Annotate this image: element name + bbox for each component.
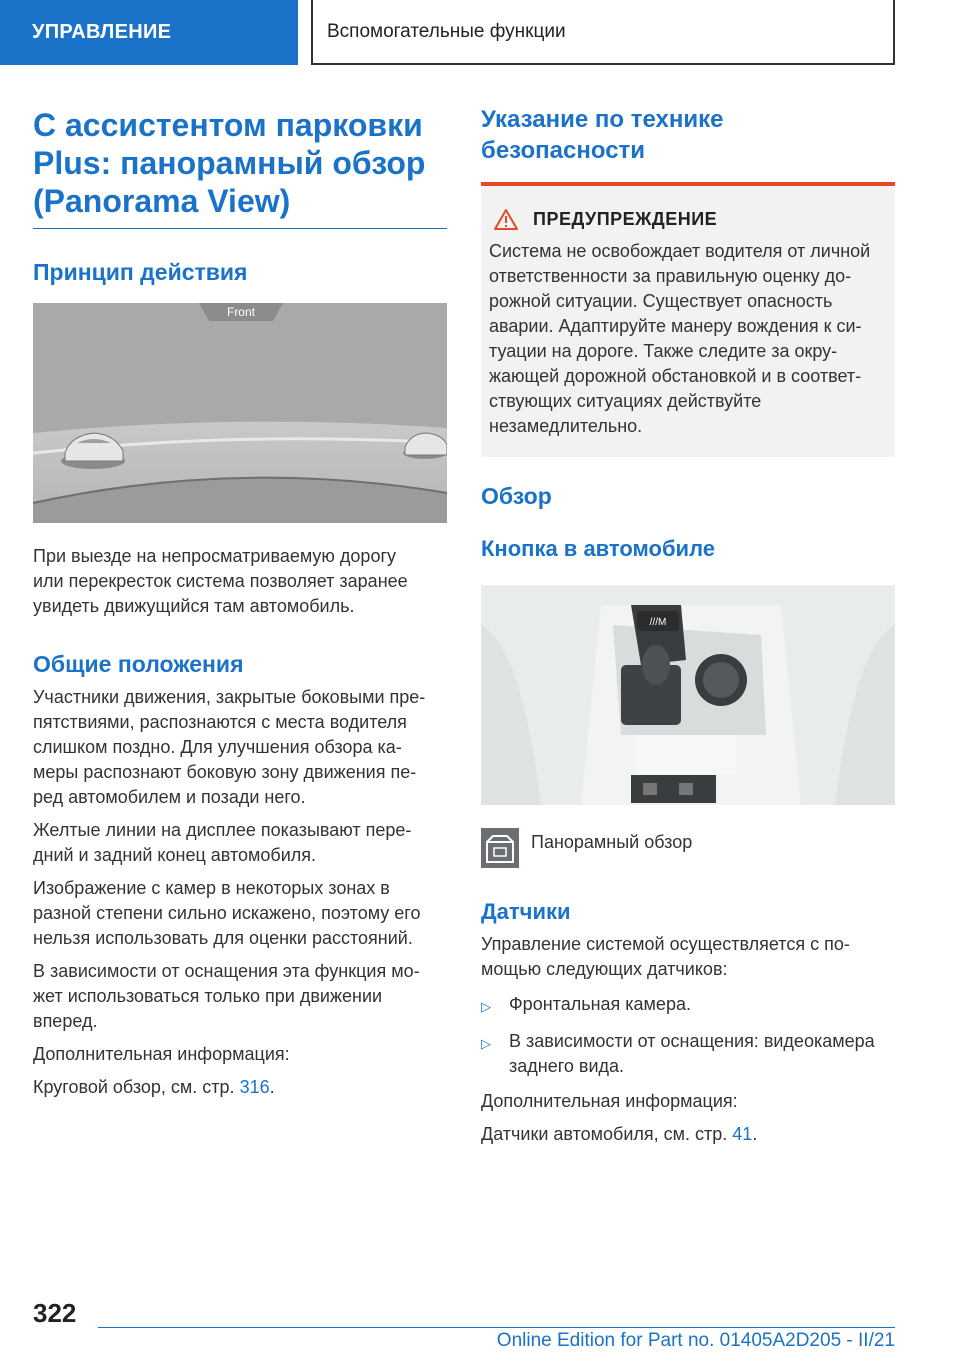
principle-heading: Принцип действия <box>33 259 248 285</box>
left-column <box>33 106 447 1100</box>
general-paragraph-1: Участники движения, закрытые боковыми пре- пятствиями, распознаются с места водителя слишком поздно. Для улучшения обзора ка- меры распознают боковую зону движения пе- ред автомобилем и позади него. <box>33 687 426 807</box>
safety-heading: Указание по технике безопасности <box>481 106 724 164</box>
sensors-intro: Управление системой осуществляется с по- мощью следующих датчиков: <box>481 934 850 979</box>
front-label: Front <box>226 305 256 319</box>
button-figure <box>481 585 895 810</box>
center-console-image <box>481 585 895 805</box>
list-item: ▷ Фронтальная камера. <box>481 992 895 1019</box>
warning-title: ПРЕДУПРЕЖДЕНИЕ <box>533 209 718 229</box>
right-column <box>481 104 895 1147</box>
panorama-camera-image <box>33 303 447 523</box>
general-heading: Общие положения <box>33 651 244 677</box>
bullet-triangle-icon: ▷ <box>481 999 491 1014</box>
general-paragraph-3: Изображение с камер в некоторых зонах в разной степени сильно искажено, поэтому его нельзя использовать для оценки расстояний. <box>33 878 421 948</box>
section-tab <box>0 0 298 65</box>
xref-link-41[interactable]: 41 <box>732 1124 753 1144</box>
footer-rule <box>98 1327 895 1328</box>
sensors-list <box>481 992 895 1079</box>
bullet-triangle-icon: ▷ <box>481 1036 491 1051</box>
button-legend <box>481 828 895 868</box>
page-number: 322 <box>33 1298 77 1328</box>
right-xref: Датчики автомобиля, см. стр. 41. <box>481 1124 758 1144</box>
principle-text: При выезде на непросматриваемую дорогу или перекресток система позволяет заранее увидеть движущийся там автомобиль. <box>33 546 408 616</box>
xref-link-316[interactable]: 316 <box>239 1077 270 1097</box>
warning-triangle-icon <box>493 208 519 231</box>
panorama-view-button-icon <box>481 828 519 868</box>
page-title: С ассистентом парковки Plus: панорамный обзор (Panorama View) <box>33 107 426 219</box>
panorama-figure <box>33 303 447 528</box>
svg-text:///M: ///M <box>649 617 667 628</box>
warning-box: ПРЕДУПРЕЖДЕНИЕ Система не освобождает водителя от личной ответственности за правильную оценку до- рожной ситуации. Существует опасность аварии. Адаптируйте манеру вождения к си- туации на дороге. Также следите за окру- жающей дорожной обстановкой и в соответ- ствующих ситуациях действуйте незамедлительно. <box>481 182 895 457</box>
left-xref: Круговой обзор, см. стр. 316. <box>33 1077 275 1097</box>
overview-heading: Обзор <box>481 483 552 509</box>
more-info: Дополнительная информация: <box>481 1091 738 1111</box>
general-paragraph-5: Дополнительная информация: <box>33 1044 290 1064</box>
list-item: ▷ В зависимости от оснащения: видеокамера заднего вида. <box>481 1029 895 1079</box>
button-caption: Панорамный обзор <box>531 832 693 852</box>
footer-edition: Online Edition for Part no. 01405A2D205 - II/21 <box>496 1330 895 1351</box>
general-paragraph-2: Желтые линии на дисплее показывают пере- дний и задний конец автомобиля. <box>33 820 412 865</box>
sensors-heading: Датчики <box>481 899 571 924</box>
general-paragraph-4: В зависимости от оснащения эта функция мо- жет использоваться только при движении вперед. <box>33 961 420 1031</box>
section-title: УПРАВЛЕНИЕ <box>32 21 172 43</box>
chapter-header <box>311 0 895 65</box>
button-heading: Кнопка в автомобиле <box>481 536 715 561</box>
chapter-title: Вспомогательные функции <box>327 20 566 42</box>
title-rule <box>33 228 447 229</box>
